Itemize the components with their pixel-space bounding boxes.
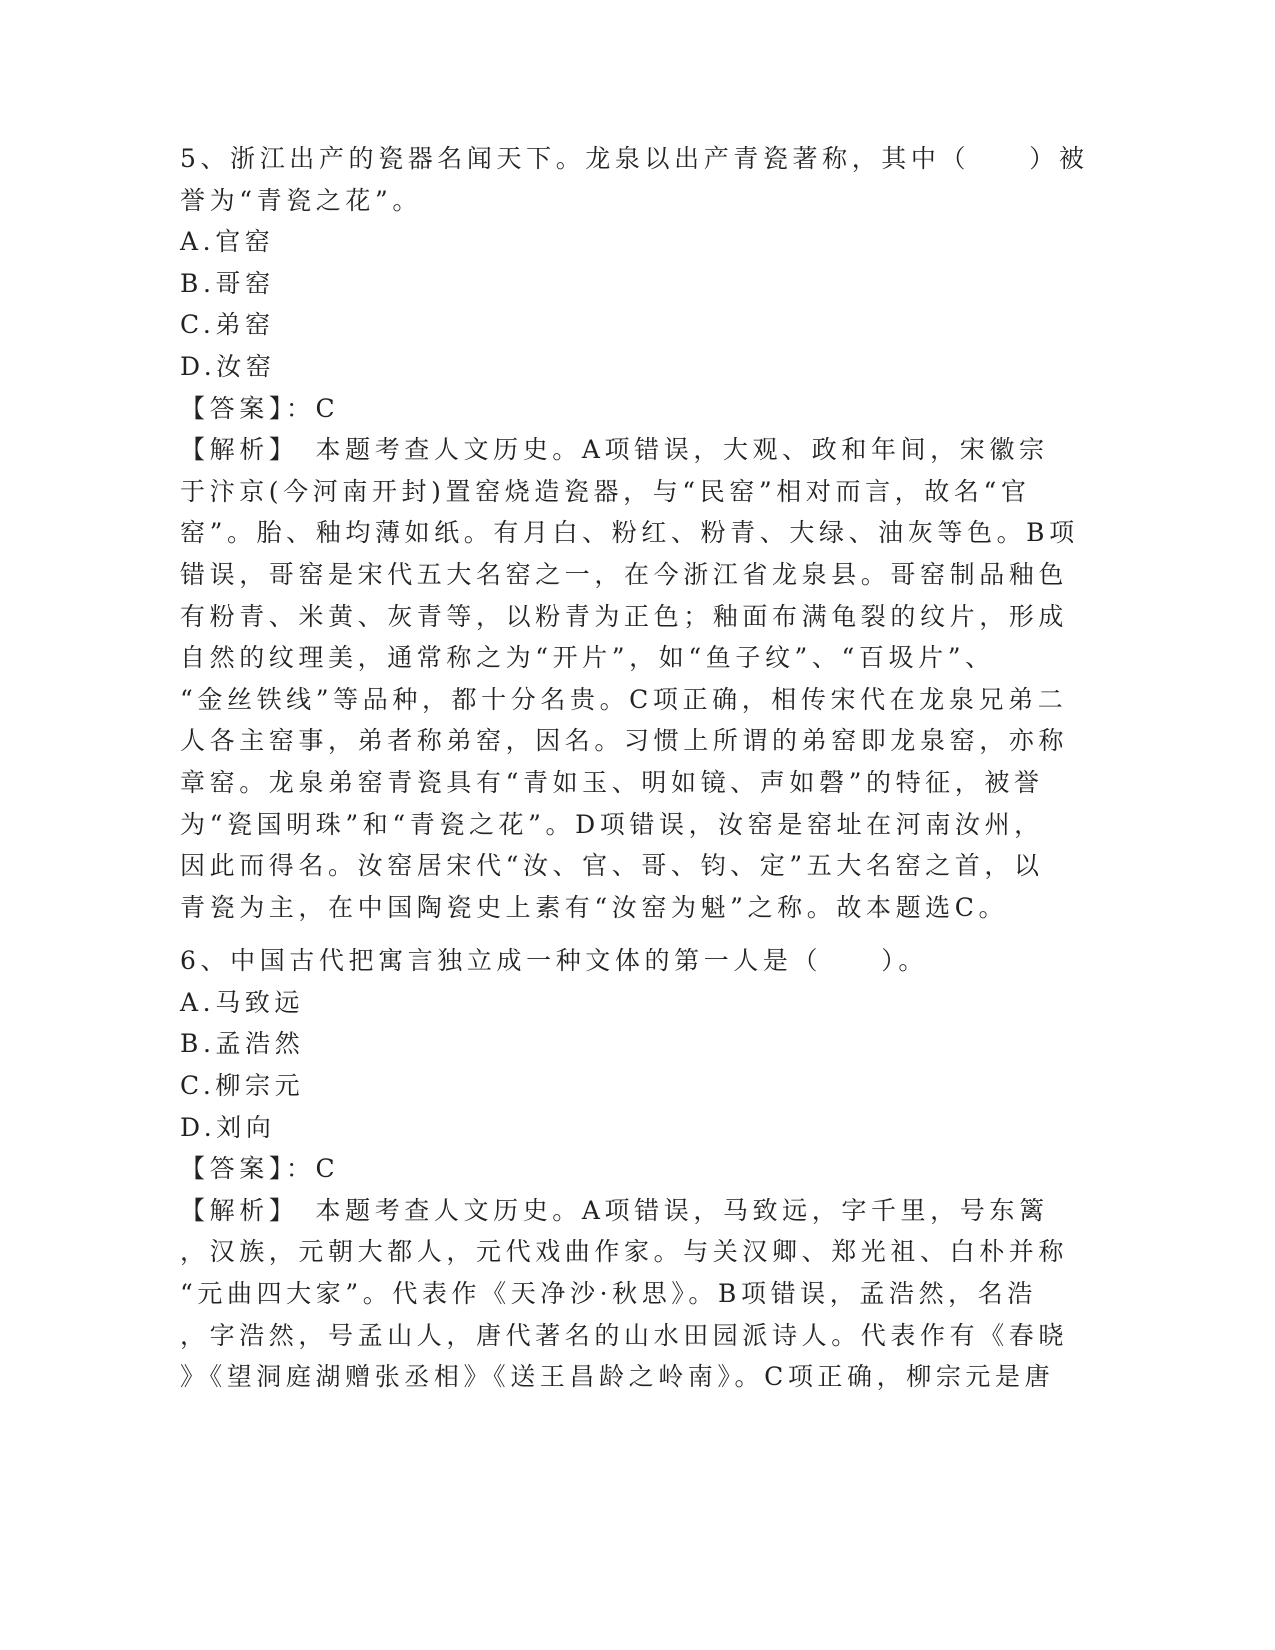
analysis-line: 人各主窑事，弟者称弟窑，因名。习惯上所谓的弟窑即龙泉窑，亦称: [180, 726, 1069, 756]
analysis-line: 因此而得名。汝窑居宋代“汝、官、哥、钧、定”五大名窑之首，以: [180, 851, 1044, 881]
analysis-line: ，字浩然，号孟山人，唐代著名的山水田园派诗人。代表作有《春晓: [180, 1320, 1069, 1350]
analysis-line: 错误，哥窑是宋代五大名窑之一，在今浙江省龙泉县。哥窑制品釉色: [180, 559, 1069, 589]
analysis-line: 自然的纹理美，通常称之为“开片”，如“鱼子纹”、“百圾片”、: [180, 643, 995, 673]
analysis-line: 有粉青、米黄、灰青等，以粉青为正色；釉面布满龟裂的纹片，形成: [180, 601, 1069, 631]
document-page: [180, 138, 1089, 1398]
analysis-line: ，汉族，元朝大都人，元代戏曲作家。与关汉卿、郑光祖、白朴并称: [180, 1237, 1069, 1267]
question-6: [180, 940, 1069, 1398]
option-d: D.汝窑: [180, 351, 276, 381]
option-c: C.柳宗元: [180, 1071, 305, 1101]
question-stem: 5、浙江出产的瓷器名闻天下。龙泉以出产青瓷著称，其中（ ）被: [180, 144, 1089, 173]
analysis-line: 章窑。龙泉弟窑青瓷具有“青如玉、明如镜、声如磬”的特征，被誉: [180, 767, 1044, 797]
analysis-line: “元曲四大家”。代表作《天净沙·秋思》。B项错误，孟浩然，名浩: [180, 1279, 1037, 1309]
option-d: D.刘向: [180, 1112, 276, 1142]
option-b: B.孟浩然: [180, 1029, 305, 1059]
analysis-line: 窑”。胎、釉均薄如纸。有月白、粉红、粉青、大绿、油灰等色。B项: [180, 518, 1079, 548]
analysis-line: 【解析】 本题考查人文历史。A项错误，大观、政和年间，宋徽宗: [180, 435, 1049, 465]
analysis-line: 青瓷为主，在中国陶瓷史上素有“汝窑为魁”之称。故本题选C。: [180, 892, 1009, 922]
option-a: A.马致远: [180, 987, 305, 1017]
question-stem: 誉为“青瓷之花”。: [180, 185, 422, 215]
option-c: C.弟窑: [180, 310, 275, 340]
question-stem: 6、中国古代把寓言独立成一种文体的第一人是（ ）。: [180, 946, 929, 976]
analysis-line: 为“瓷国明珠”和“青瓷之花”。D项错误，汝窑是窑址在河南汝州，: [180, 809, 1044, 839]
analysis-line: 【解析】 本题考查人文历史。A项错误，马致远，字千里，号东篱: [180, 1195, 1049, 1225]
answer-line: 【答案】：C: [180, 1154, 340, 1184]
analysis-line: 》《望洞庭湖赠张丞相》《送王昌龄之岭南》。C项正确，柳宗元是唐: [180, 1362, 1055, 1392]
analysis-line: 于汴京(今河南开封)置窑烧造瓷器，与“民窑”相对而言，故名“官: [180, 476, 1031, 506]
analysis-line: “金丝铁线”等品种，都十分名贵。C项正确，相传宋代在龙泉兄弟二: [180, 684, 1068, 714]
question-spacer: [180, 928, 1040, 940]
question-5: [180, 138, 1089, 928]
answer-line: 【答案】：C: [180, 393, 340, 423]
option-b: B.哥窑: [180, 268, 275, 298]
option-a: A.官窑: [180, 227, 275, 257]
